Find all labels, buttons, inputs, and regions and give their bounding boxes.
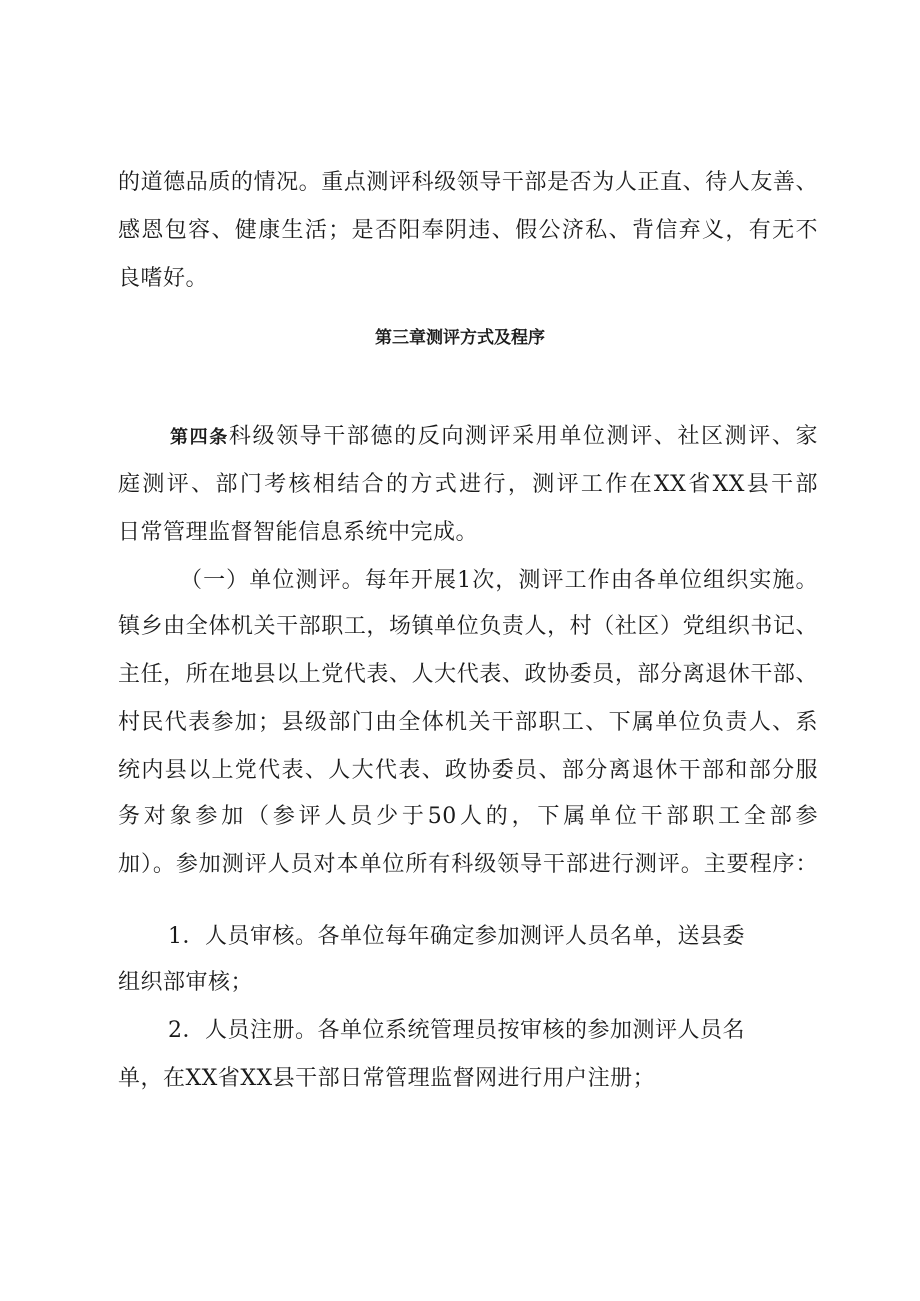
intro-line-3: 良嗜好。 — [118, 266, 209, 291]
article-four-line-1 — [170, 422, 818, 453]
intro-line-2: 感恩包容、健康生活；是否阳奉阴违、假公济私、背信弃义，有无不 — [118, 218, 818, 243]
intro-line-1: 的道德品质的情况。重点测评科级领导干部是否为人正直、待人友善、 — [118, 170, 818, 195]
chapter-heading: 第三章测评方式及程序 — [375, 328, 545, 348]
unit-eval-line-6: 务对象参加（参评人员少于50人的，下属单位干部职工全部参 — [118, 804, 818, 829]
unit-eval-line-7: 加）。参加测评人员对本单位所有科级领导干部进行测评。主要程序： — [118, 852, 818, 877]
article-four-line-3: 日常管理监督智能信息系统中完成。 — [118, 520, 479, 545]
procedure-2-line-1: 2．人员注册。各单位系统管理员按审核的参加测评人员名 — [168, 1018, 745, 1043]
unit-eval-line-5: 统内县以上党代表、人大代表、政协委员、部分离退休干部和部分服 — [118, 758, 818, 783]
article-four-first-text: 科级领导干部德的反向测评采用单位测评、社区测评、家 — [228, 424, 818, 449]
procedure-1-line-2: 组织部审核； — [118, 970, 254, 995]
article-label: 第四条 — [170, 427, 229, 448]
unit-eval-line-1: （一）单位测评。每年开展1次，测评工作由各单位组织实施。 — [180, 568, 818, 593]
procedure-2-line-2: 单，在XX省XX县干部日常管理监督网进行用户注册； — [118, 1066, 656, 1091]
unit-eval-line-2: 镇乡由全体机关干部职工，场镇单位负责人，村（社区）党组织书记、 — [118, 614, 818, 639]
unit-eval-line-4: 村民代表参加；县级部门由全体机关干部职工、下属单位负责人、系 — [118, 710, 818, 735]
procedure-1-line-1: 1．人员审核。各单位每年确定参加测评人员名单，送县委 — [168, 924, 745, 949]
unit-eval-line-3: 主任，所在地县以上党代表、人大代表、政协委员，部分离退休干部、 — [118, 662, 818, 687]
article-four-line-2: 庭测评、部门考核相结合的方式进行，测评工作在XX省XX县干部 — [118, 472, 818, 497]
